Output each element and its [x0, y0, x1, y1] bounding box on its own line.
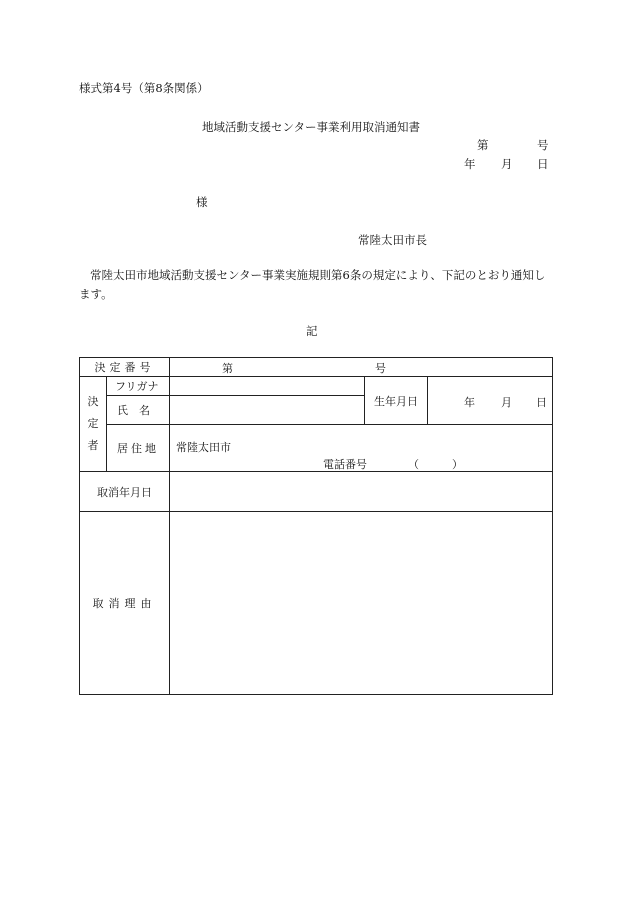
decision-number-label: 決定番号 [80, 358, 170, 377]
document-title: 地域活動支援センター事業利用取消通知書 [202, 120, 421, 134]
name-input[interactable] [170, 396, 365, 425]
cancel-date-label: 取消年月日 [80, 472, 170, 512]
form-number: 様式第4号（第8条関係） [79, 81, 209, 95]
name-label: 氏 名 [107, 396, 170, 425]
doc-number-go: 号 [537, 138, 549, 152]
decision-number-go: 号 [375, 362, 386, 375]
form-table [79, 357, 553, 695]
phone-paren: （ ） [408, 458, 463, 471]
furigana-label: フリガナ [107, 377, 170, 396]
address-label: 居住地 [107, 425, 170, 472]
cancel-reason-label: 取消理由 [80, 512, 170, 695]
cancel-reason-input[interactable] [170, 512, 553, 695]
address-city: 常陸太田市 [176, 441, 231, 454]
decider-label: 決 定 者 [80, 377, 107, 472]
cancel-date-input[interactable] [170, 472, 553, 512]
phone-label: 電話番号 [323, 458, 367, 471]
address-value[interactable] [170, 425, 553, 472]
birth-year: 年 [464, 396, 475, 409]
date-day: 日 [537, 157, 549, 171]
birthdate-label: 生年月日 [365, 377, 428, 425]
furigana-input[interactable] [170, 377, 365, 396]
ki-marker: 記 [306, 324, 318, 338]
doc-number-dai: 第 [477, 138, 489, 152]
date-month: 月 [501, 157, 513, 171]
addressee-honorific: 様 [196, 195, 208, 209]
decision-number-value [170, 358, 553, 377]
birth-day: 日 [536, 396, 547, 409]
decision-number-dai: 第 [222, 362, 233, 375]
birth-month: 月 [501, 396, 512, 409]
birthdate-value[interactable] [428, 377, 553, 425]
date-year: 年 [464, 157, 476, 171]
body-paragraph: 常陸太田市地域活動支援センター事業実施規則第6条の規定により、下記のとおり通知します。 [79, 268, 546, 301]
sender-name: 常陸太田市長 [358, 233, 427, 247]
